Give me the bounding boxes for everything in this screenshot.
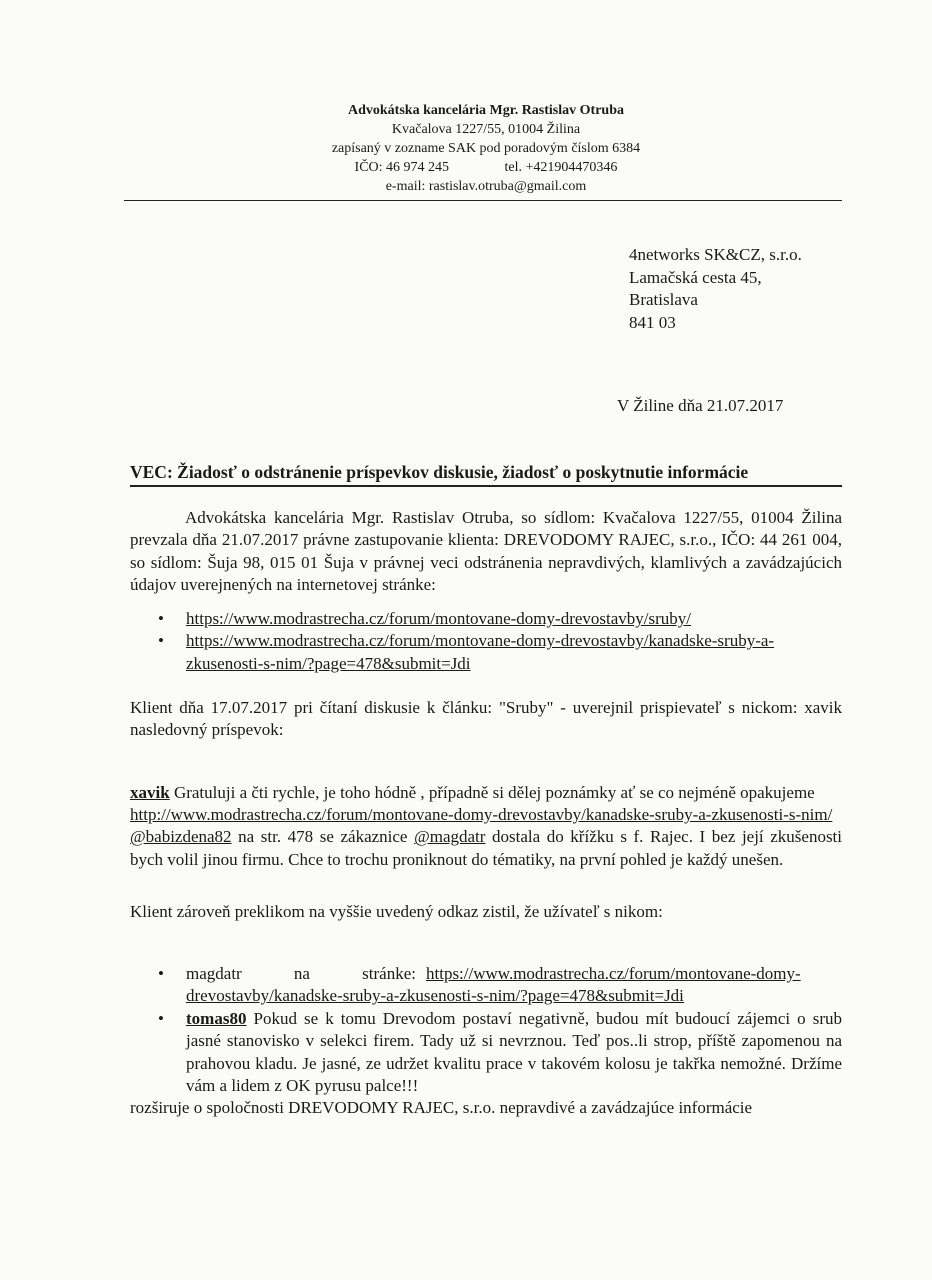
post-text-1: Gratuluji a čti rychle, je toho hódně , případně si dělej poznámky ať se co nejméně opakujeme — [169, 782, 815, 802]
letterhead — [130, 101, 842, 196]
tomas80-block — [130, 1008, 842, 1119]
firm-ico: IČO: 46 974 245 — [354, 160, 450, 175]
bullet-icon: • — [158, 1009, 164, 1028]
header-divider — [124, 200, 842, 201]
subject-line: VEC: Žiadosť o odstránenie príspevkov diskusie, žiadosť o poskytnutie informácie — [130, 462, 842, 487]
letter-body — [130, 507, 842, 923]
link-list — [130, 608, 842, 675]
recipient-street: Lamačská cesta 45, — [629, 267, 762, 287]
tomas80-text: Pokud se k tomu Drevodom postaví negativně, budou mít budoucí zájemci o srub jasné stanovisko v selekci firem. Tady už si nevrznou. Teď pos..li strop, příště zapomenou na prahovou kladu. Je jasné, ze udržet kvalitu prace v takovém kolosu je takřka nemožné. Držíme vám a lidem z OK pyrusu palce!!! — [186, 1009, 842, 1095]
firm-registration: zapísaný v zozname SAK pod poradovým číslom 6384 — [331, 141, 641, 156]
firm-email: e-mail: rastislav.otruba@gmail.com — [385, 179, 587, 194]
post-link[interactable]: http://www.modrastrecha.cz/forum/montovane-domy-drevostavby/kanadske-sruby-a-zkusenosti-s-nim/ — [130, 804, 833, 824]
word-stranke-label: stránke: — [362, 964, 416, 983]
post-text-3: dostala do křížku s f. Rajec. I bez její zkušenosti bych volil jinou firmu. Chce to trochu proniknout do tématiky, na první pohled je každý unešen. — [130, 827, 843, 869]
list-item — [130, 608, 842, 630]
mention-magdatr[interactable]: @magdatr — [414, 827, 486, 847]
recipient-name: 4networks SK&CZ, s.r.o. — [629, 245, 802, 264]
bullet-icon: • — [158, 609, 164, 629]
quoted-post — [130, 782, 842, 871]
bullet-icon: • — [158, 631, 164, 651]
firm-address: Kvačalova 1227/55, 01004 Žilina — [391, 122, 581, 137]
found-paragraph: Klient zároveň preklikom na vyššie uvedený odkaz zistil, že užívateľ s nikom: — [130, 901, 663, 921]
bullet-icon: • — [158, 964, 164, 983]
user-magdatr-label: magdatr — [186, 964, 242, 983]
date-line: V Žiline dňa 21.07.2017 — [617, 396, 784, 415]
nick-xavik: xavik — [130, 782, 170, 802]
recipient-city: Bratislava — [629, 290, 698, 309]
client-paragraph: Klient dňa 17.07.2017 pri čítaní diskusie k článku: "Sruby" - uverejnil prispievateľ s nickom: xavik nasledovný príspevok: — [130, 698, 842, 740]
user-magdatr-link[interactable]: https://www.modrastrecha.cz/forum/montovane-domy-drevostavby/kanadske-sruby-a-zkusenosti-s-nim/?page=478&submit=Jdi — [186, 964, 801, 1006]
user-magdatr-row-visible — [130, 963, 842, 985]
list-item — [130, 630, 842, 675]
mention-babizdena82[interactable]: @babizdena82 — [130, 827, 232, 847]
link-2[interactable]: https://www.modrastrecha.cz/forum/montovane-domy-drevostavby/kanadske-sruby-a-zkusenosti-s-nim/?page=478&submit=Jdi — [186, 631, 775, 673]
recipient-address — [629, 244, 802, 334]
post-text-2: na str. 478 se zákaznice — [231, 827, 415, 847]
word-na-label: na — [293, 964, 310, 983]
closing-line: rozširuje o spoločnosti DREVODOMY RAJEC, s.r.o. nepravdivé a zavádzajúce informácie — [130, 1098, 753, 1118]
firm-name: Advokátska kancelária Mgr. Rastislav Otruba — [347, 103, 624, 118]
link-1[interactable]: https://www.modrastrecha.cz/forum/montovane-domy-drevostavby/sruby/ — [186, 609, 692, 629]
recipient-zip: 841 03 — [629, 312, 676, 332]
firm-ico-tel — [130, 158, 842, 177]
intro-paragraph: Advokátska kancelária Mgr. Rastislav Otruba, so sídlom: Kvačalova 1227/55, 01004 Žilina prevzala dňa 21.07.2017 právne zastupovanie klienta: DREVODOMY RAJEC, s.r.o., IČO: 44 261 004, so sídlom: Šuja 98, 015 01 Šuja v právnej veci odstránenia nepravdivých, klamlivých a zavádzajúcich údajov uverejnených na internetovej stránke: — [130, 508, 842, 594]
nick-tomas80: tomas80 — [186, 1009, 247, 1028]
firm-tel: tel. +421904470346 — [504, 160, 618, 175]
